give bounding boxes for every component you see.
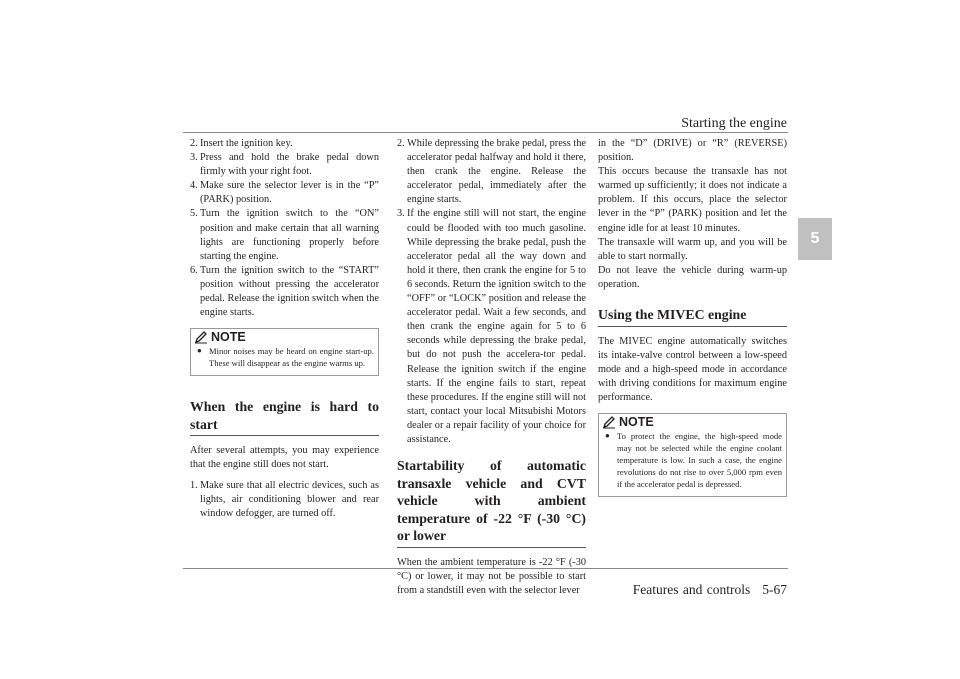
note-box bbox=[598, 413, 787, 497]
note-header bbox=[599, 414, 786, 430]
paragraph: After several attempts, you may experience that the engine still does not start. bbox=[190, 445, 379, 471]
note-label: NOTE bbox=[211, 330, 246, 345]
footer-section: Features and controls bbox=[632, 582, 751, 597]
note-pencil-icon bbox=[602, 416, 616, 429]
note-pencil-icon bbox=[194, 331, 208, 344]
note-header bbox=[191, 329, 378, 345]
column-1 bbox=[190, 137, 379, 521]
step-item: 1. Make sure that all electric devices, such as lights, air conditioning blower and rear window defogger, are turned off. bbox=[190, 479, 379, 519]
step-item: 6. Turn the ignition switch to the “START” position without pressing the accelerator pedal. Release the ignition switch when the engine starts. bbox=[190, 264, 379, 319]
step-item: 3. Press and hold the brake pedal down firmly with your right foot. bbox=[190, 152, 379, 178]
paragraph: When the ambient temperature is -22 °F (-30 °C) or lower, it may not be possible to start from a standstill even with the selector lever bbox=[397, 556, 586, 596]
step-item: 3. If the engine still will not start, the engine could be flooded with too much gasoline. While depressing the brake pedal, push the accelerator pedal all the way down and hold it there, then crank the engine for 5 to 6 seconds. Return the ignition switch to the “OFF” or “LOCK” position and release the accelerator pedal. Wait a few seconds, and then crank the engine again for 5 to 6 seconds while depressing the brake pedal, but do not push the accelera-tor pedal. Release the ignition switch if the engine starts. If the engine fails to start, repeat these procedures. If the engine still will not start, contact your local Mitsubishi Motors dealer or a repair facility of your choice for assistance. bbox=[397, 208, 586, 445]
section-heading: When the engine is hard to start bbox=[190, 398, 379, 436]
paragraph: This occurs because the transaxle has not warmed up sufficiently; it does not indicate a problem. If this occurs, place the selector lever in the “P” (PARK) position and let the engine idle for at least 10 minutes. bbox=[598, 166, 787, 234]
note-text: Minor noises may be heard on engine start-up. These will disappear as the engine warms up. bbox=[209, 346, 374, 369]
step-item: 2. Insert the ignition key. bbox=[190, 138, 293, 149]
section-heading: Startability of automatic transaxle vehicle and CVT vehicle with ambient temperature of -22 °F (-30 °C) or lower bbox=[397, 457, 586, 548]
page-number: 5-67 bbox=[762, 582, 787, 597]
column-3 bbox=[598, 137, 787, 497]
paragraph: Do not leave the vehicle during warm-up operation. bbox=[598, 264, 787, 290]
paragraph: in the “D” (DRIVE) or “R” (REVERSE) position. bbox=[598, 138, 787, 164]
page-header-title: Starting the engine bbox=[681, 116, 787, 131]
note-box bbox=[190, 328, 379, 376]
paragraph: The transaxle will warm up, and you will be able to start normally. bbox=[598, 236, 787, 262]
step-item: 5. Turn the ignition switch to the “ON” position and make certain that all warning lights are functioning properly before starting the engine. bbox=[190, 208, 379, 262]
bullet-icon: ● bbox=[605, 431, 610, 441]
bullet-icon: ● bbox=[197, 346, 202, 356]
header-rule bbox=[183, 132, 788, 133]
note-label: NOTE bbox=[619, 415, 654, 429]
note-text: To protect the engine, the high-speed mode may not be selected while the engine coolant temperature is low. In such a case, the engine revolutions do not rise to over 5,000 rpm even if the accelerator pedal is depressed. bbox=[617, 431, 782, 490]
step-item: 4. Make sure the selector lever is in the “P” (PARK) position. bbox=[190, 180, 379, 206]
footer-rule bbox=[183, 568, 788, 569]
paragraph: The MIVEC engine automatically switches its intake-valve control between a low-speed mode and a high-speed mode in accordance with driving conditions for maximum engine performance. bbox=[598, 335, 787, 403]
step-item: 2. While depressing the brake pedal, press the accelerator pedal halfway and hold it there, then crank the engine. Release the accelerator pedal, immediately after the engine starts. bbox=[397, 138, 586, 206]
page-footer bbox=[633, 582, 787, 598]
chapter-tab: 5 bbox=[798, 218, 832, 260]
column-2 bbox=[397, 137, 586, 598]
section-heading: Using the MIVEC engine bbox=[598, 306, 787, 327]
